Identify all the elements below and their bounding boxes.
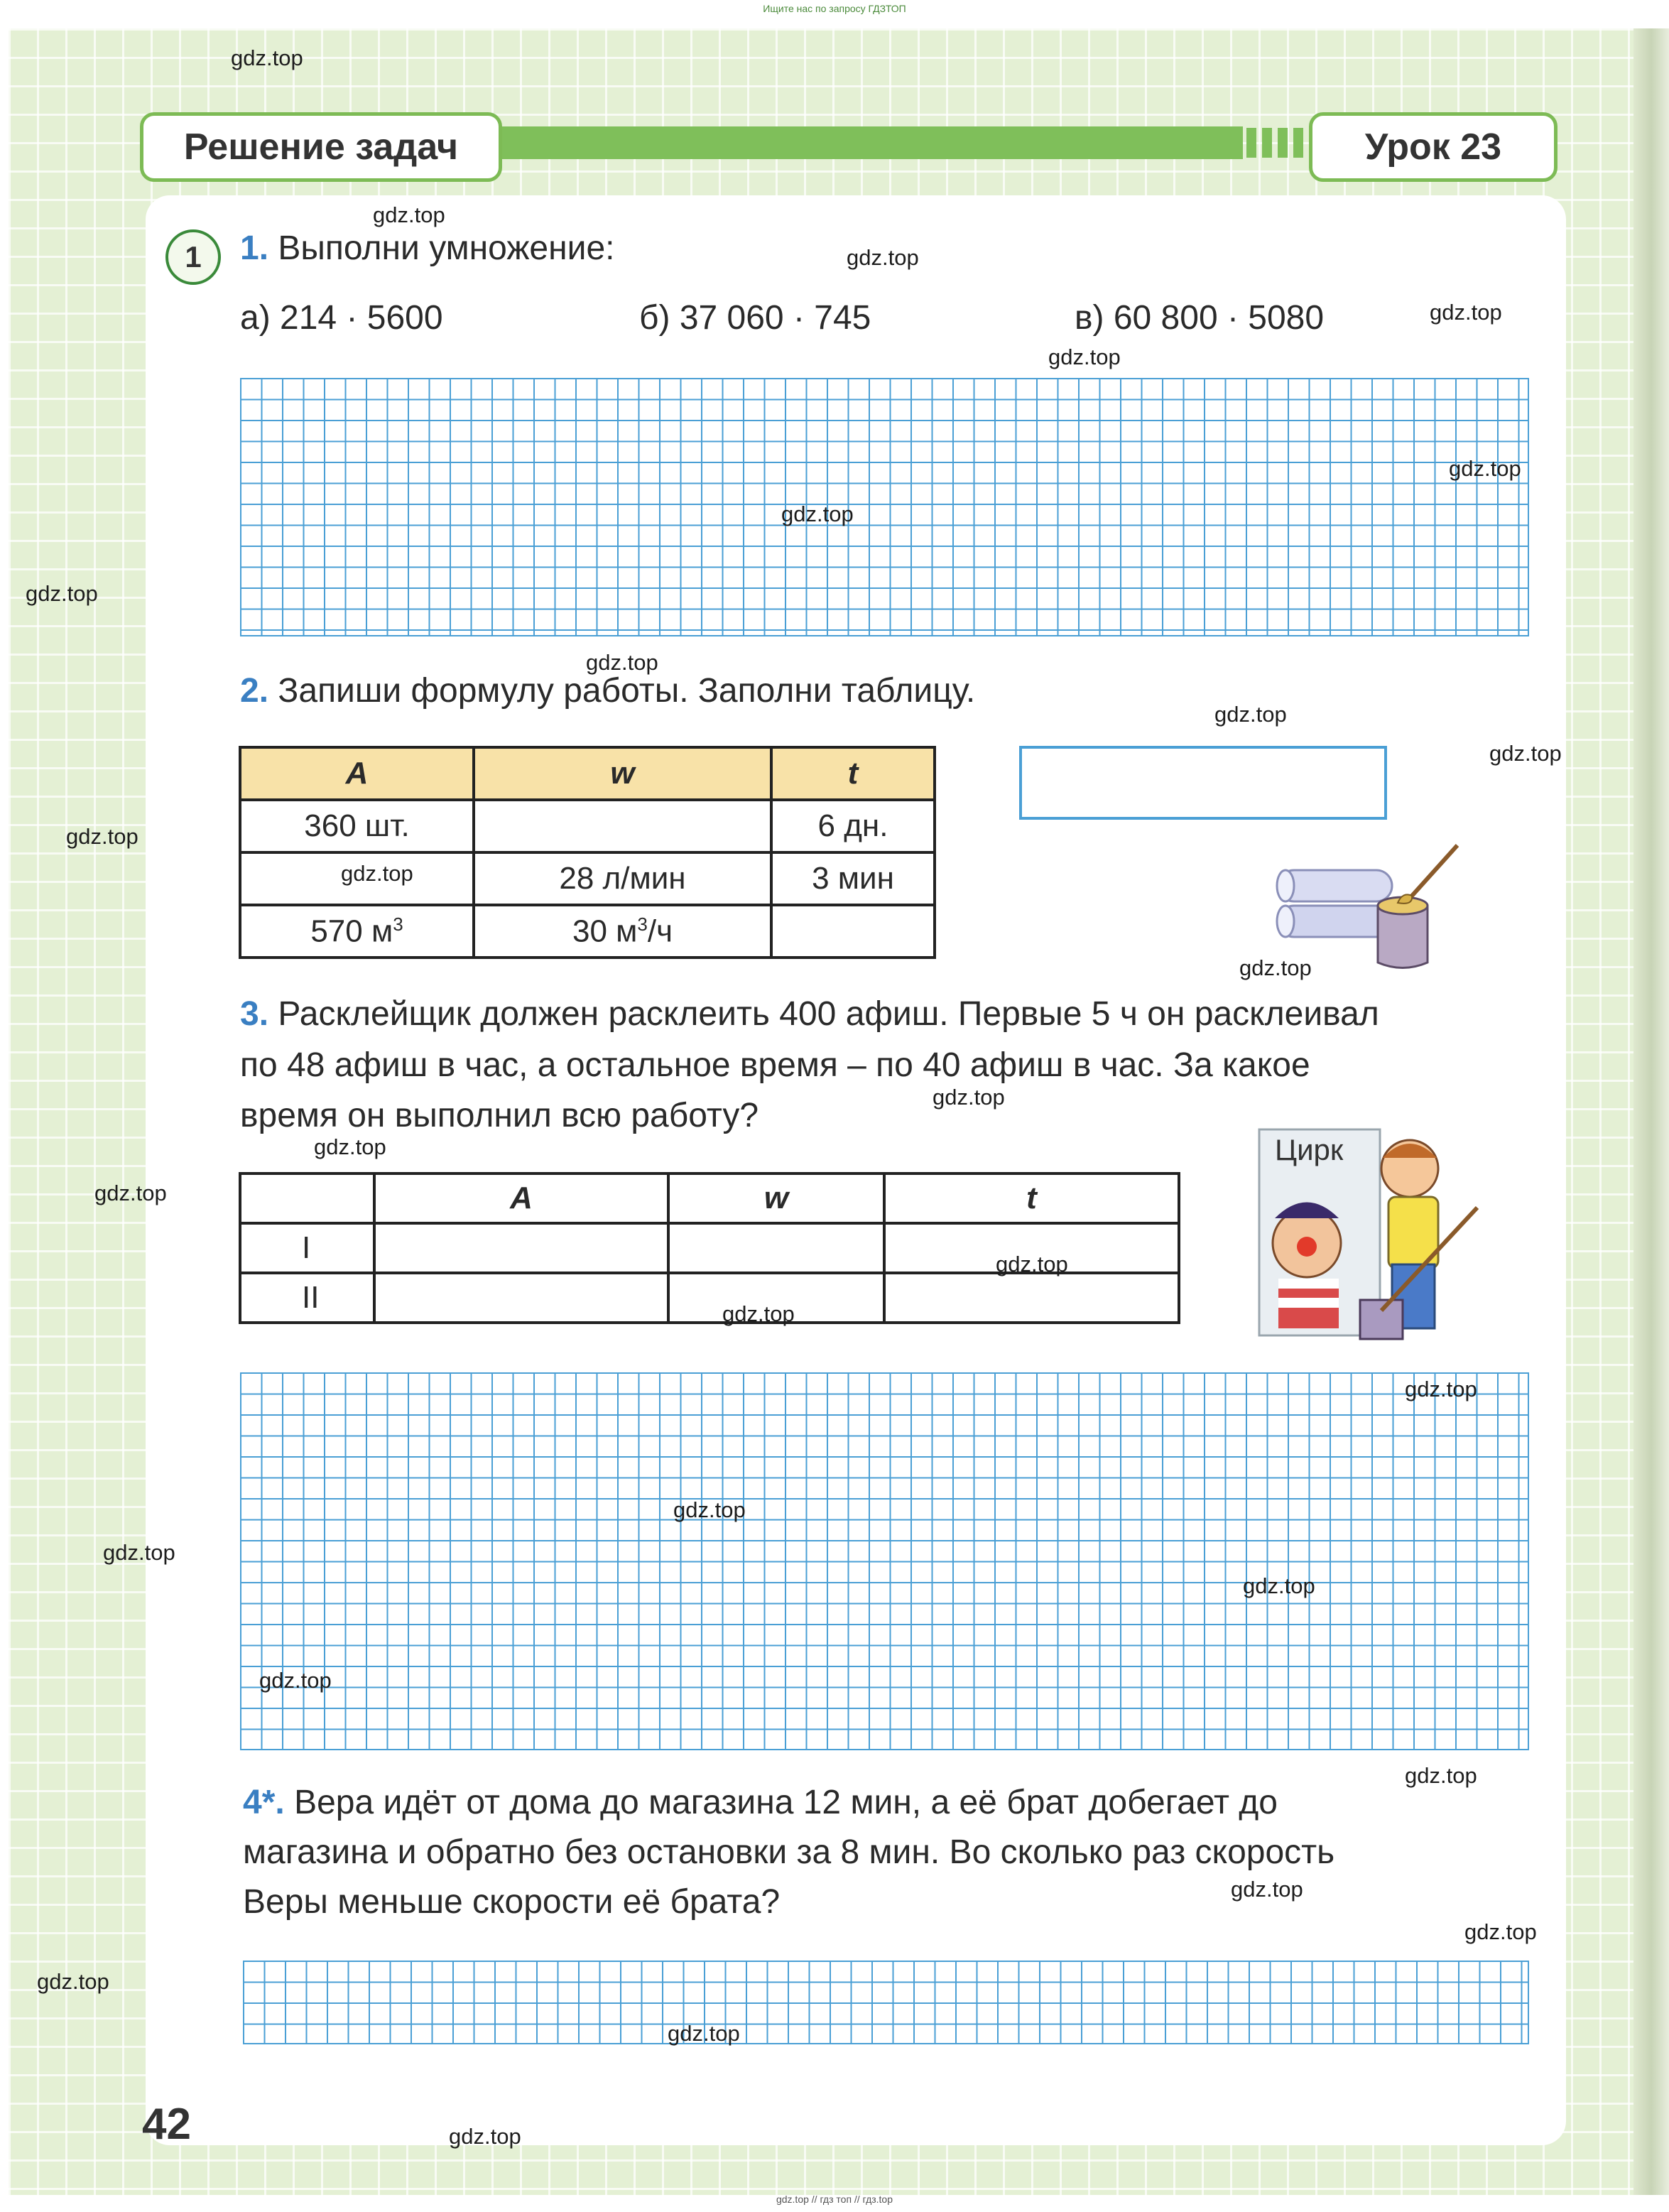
watermark: gdz.top xyxy=(373,202,445,227)
table-cell[interactable] xyxy=(668,1223,884,1273)
watermark: gdz.top xyxy=(781,502,854,526)
table-cell: 28 л/мин xyxy=(474,852,771,905)
task-4-line-1 xyxy=(243,1783,1278,1822)
answer-grid-1[interactable] xyxy=(240,378,1529,636)
watermark: gdz.top xyxy=(26,581,98,606)
circus-illustration xyxy=(1254,1119,1488,1353)
unit-suffix: /ч xyxy=(647,913,673,949)
row-label-II: II xyxy=(240,1273,374,1323)
watermark: gdz.top xyxy=(1430,300,1502,325)
watermark: gdz.top xyxy=(1048,345,1121,369)
watermark: gdz.top xyxy=(259,1668,332,1693)
watermark: gdz.top xyxy=(231,45,303,70)
unit-exponent: 3 xyxy=(637,913,648,935)
watermark: gdz.top xyxy=(1405,1763,1477,1788)
task-2-text: Запиши формулу работы. Заполни таблицу. xyxy=(278,672,976,710)
watermark: gdz.top xyxy=(1214,702,1287,727)
watermark: gdz.top xyxy=(449,2124,521,2149)
watermark: gdz.top xyxy=(1231,1877,1303,1902)
table-cell[interactable] xyxy=(884,1273,1179,1323)
table-cell: 6 дн. xyxy=(771,800,935,852)
page-number: 42 xyxy=(142,2100,191,2149)
table-cell[interactable] xyxy=(374,1273,668,1323)
task-3-line-1 xyxy=(240,994,1379,1034)
table-cell[interactable] xyxy=(374,1223,668,1273)
watermark: gdz.top xyxy=(1449,456,1521,481)
task-4-line-3: Веры меньше скорости её брата? xyxy=(243,1883,781,1921)
table-cell: 360 шт. xyxy=(240,800,474,852)
lesson-label: Урок 23 xyxy=(1309,112,1557,182)
watermark: gdz.top xyxy=(722,1301,795,1326)
header-band-stripe xyxy=(1293,128,1303,158)
table-cell[interactable] xyxy=(771,905,935,958)
watermark: gdz.top xyxy=(847,245,919,270)
task-4-number: 4*. xyxy=(243,1784,285,1821)
work-table-task-2 xyxy=(239,746,936,959)
answer-grid-4[interactable] xyxy=(243,1961,1529,2044)
header-t: t xyxy=(771,747,935,800)
unit-exponent: 3 xyxy=(393,913,403,935)
watermark: gdz.top xyxy=(996,1252,1068,1276)
watermark: gdz.top xyxy=(103,1540,175,1565)
watermark: gdz.top xyxy=(37,1969,109,1994)
watermark: gdz.top xyxy=(586,650,658,675)
task-1-b: б) 37 060 · 745 xyxy=(639,299,871,337)
task-3-text-1: Расклейщик должен расклеить 400 афиш. Первые 5 ч он расклеивал xyxy=(278,995,1379,1033)
watermark: gdz.top xyxy=(673,1497,746,1522)
top-note: Ищите нас по запросу ГДЗТОП xyxy=(763,3,906,14)
header-band xyxy=(490,126,1243,159)
task-4-text-1: Вера идёт от дома до магазина 12 мин, а её брат добегает до xyxy=(294,1784,1278,1821)
header-A: A xyxy=(240,747,474,800)
task-2-number: 2. xyxy=(240,672,269,710)
work-table-task-3 xyxy=(239,1172,1180,1324)
header-w: w xyxy=(474,747,771,800)
watermark: gdz.top xyxy=(341,861,413,886)
header-band-stripe xyxy=(1246,128,1256,158)
watermark: gdz.top xyxy=(1243,1573,1315,1598)
task-3-line-3: время он выполнил всю работу? xyxy=(240,1097,759,1134)
watermark: gdz.top xyxy=(314,1134,386,1159)
watermark: gdz.top xyxy=(1405,1377,1477,1402)
table-cell: 3 мин xyxy=(771,852,935,905)
poster-text: Цирк xyxy=(1275,1133,1344,1166)
answer-grid-3[interactable] xyxy=(240,1372,1529,1750)
watermark: gdz.top xyxy=(668,2021,740,2046)
task-1-number: 1. xyxy=(240,229,269,267)
row-label-I: I xyxy=(240,1223,374,1273)
header-band-stripe xyxy=(1262,128,1272,158)
watermark: gdz.top xyxy=(933,1085,1005,1110)
watermark: gdz.top xyxy=(66,824,138,849)
header-t: t xyxy=(884,1173,1179,1223)
watermark: gdz.top xyxy=(1239,955,1312,980)
cell-value: 30 м xyxy=(572,913,638,949)
task-1-text: Выполни умножение: xyxy=(278,229,615,267)
table-cell xyxy=(240,905,474,958)
bottom-note: gdz.top // гдз топ // гдз.top xyxy=(776,2194,893,2205)
table-cell xyxy=(240,1173,374,1223)
task-1-c: в) 60 800 · 5080 xyxy=(1075,299,1325,337)
task-3-line-2: по 48 афиш в час, а остальное время – по 40 афиш в час. За какое xyxy=(240,1046,1310,1084)
task-2-heading xyxy=(240,671,975,710)
watermark: gdz.top xyxy=(1464,1919,1537,1944)
header-band-stripe xyxy=(1278,128,1288,158)
header-w: w xyxy=(668,1173,884,1223)
watermark: gdz.top xyxy=(1489,741,1562,766)
task-1-a: а) 214 · 5600 xyxy=(240,299,443,337)
table-cell[interactable] xyxy=(474,800,771,852)
task-3-number: 3. xyxy=(240,995,269,1033)
cell-value: 570 м xyxy=(310,913,393,949)
exercise-badge: 1 xyxy=(165,229,221,285)
task-4-line-2: магазина и обратно без остановки за 8 мин. Во сколько раз скорость xyxy=(243,1833,1335,1871)
table-cell xyxy=(474,905,771,958)
watermark: gdz.top xyxy=(94,1181,167,1205)
header-A: A xyxy=(374,1173,668,1223)
section-title: Решение задач xyxy=(140,112,502,182)
formula-input-box[interactable] xyxy=(1019,746,1387,820)
task-1-heading xyxy=(240,229,614,268)
book-spine xyxy=(1633,28,1669,2195)
